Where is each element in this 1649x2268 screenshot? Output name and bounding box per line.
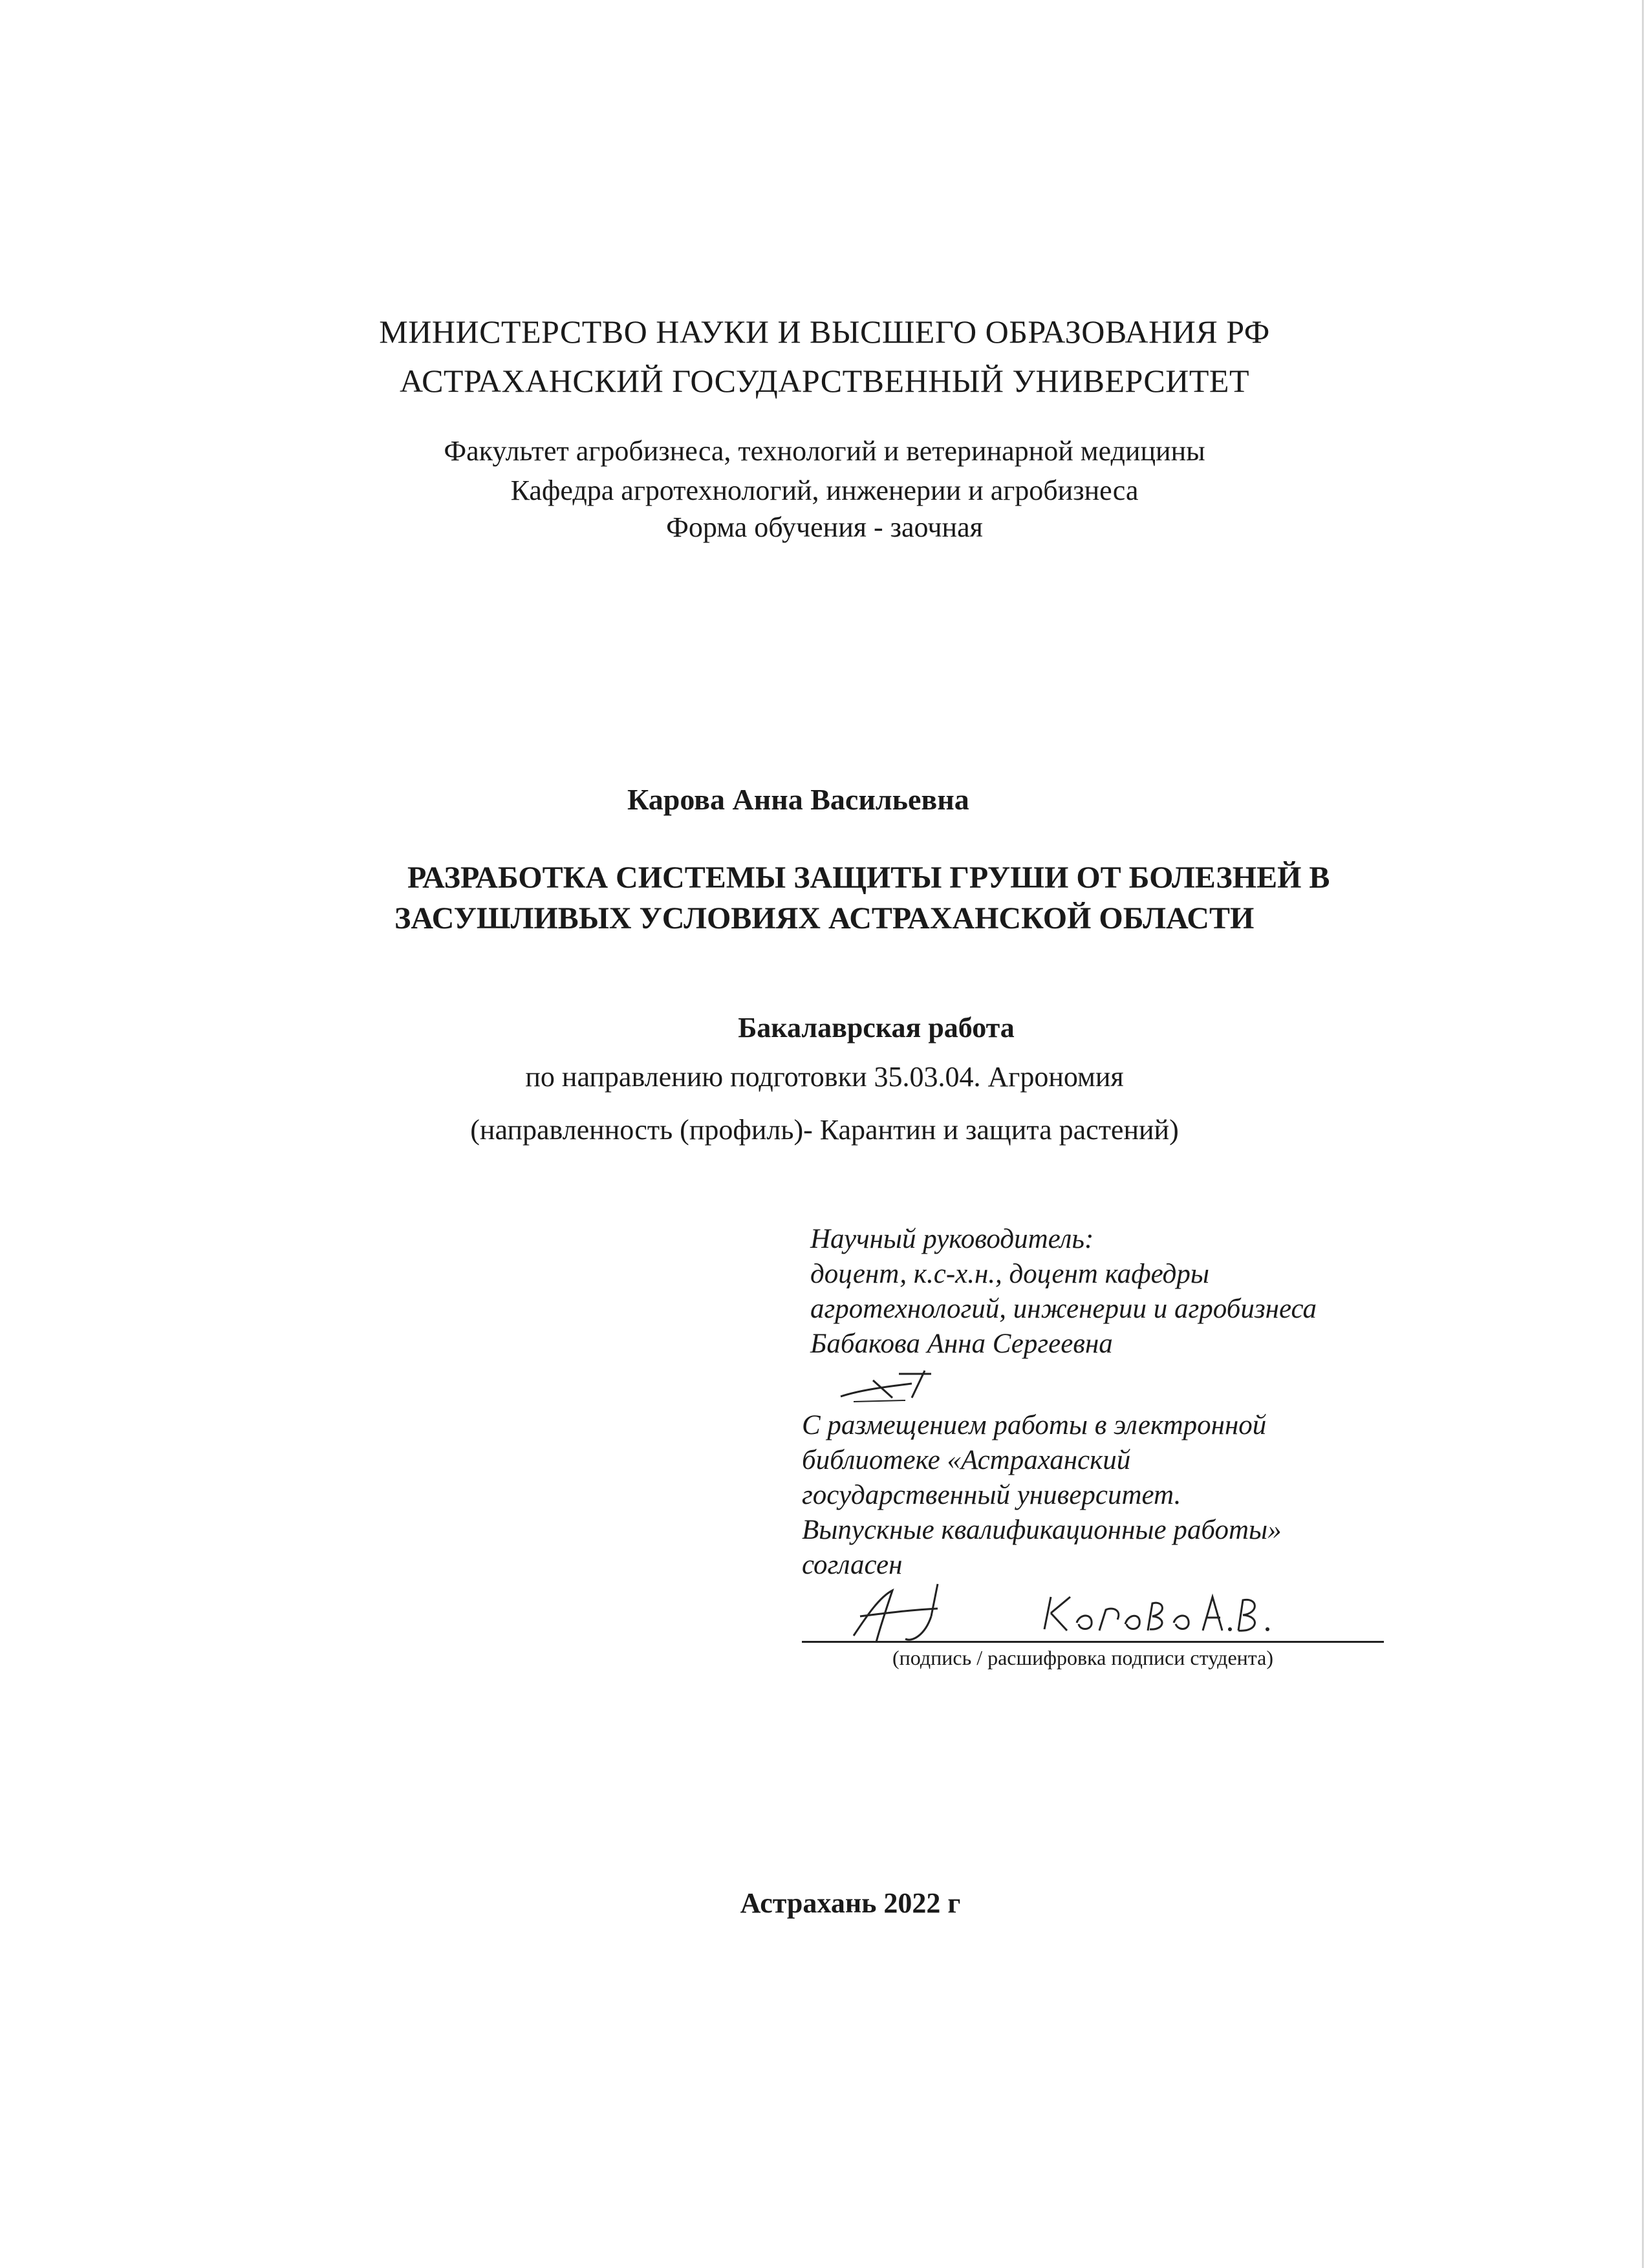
supervisor-block (810, 1222, 1317, 1362)
consent-line-2: библиотеке «Астраханский (802, 1445, 1131, 1475)
consent-line-3: государственный университет. (802, 1480, 1181, 1510)
signature-caption: (подпись / расшифровка подписи студента) (892, 1646, 1274, 1669)
supervisor-signature (834, 1358, 964, 1409)
supervisor-name: Бабакова Анна Сергеевна (810, 1329, 1113, 1359)
signature-line (802, 1641, 1384, 1643)
work-type: Бакалаврская работа (738, 1012, 1015, 1043)
student-signature (841, 1578, 1009, 1649)
study-form-line: Форма обучения - заочная (666, 511, 983, 543)
supervisor-position: доцент, к.с-х.н., доцент кафедры (810, 1259, 1210, 1289)
department-line: Кафедра агротехнологий, инженерии и агробизнеса (510, 475, 1139, 506)
thesis-title-line-1: РАЗРАБОТКА СИСТЕМЫ ЗАЩИТЫ ГРУШИ ОТ БОЛЕЗНЕЙ В (407, 861, 1330, 895)
direction-line: по направлению подготовки 35.03.04. Агрономия (525, 1061, 1124, 1093)
supervisor-department: агротехнологий, инженерии и агробизнеса (810, 1294, 1317, 1324)
author-name: Карова Анна Васильевна (627, 783, 969, 816)
student-handwritten-name (1041, 1584, 1287, 1642)
consent-line-4: Выпускные квалификационные работы» (802, 1515, 1282, 1545)
ministry-heading: МИНИСТЕРСТВО НАУКИ И ВЫСШЕГО ОБРАЗОВАНИЯ РФ (379, 314, 1270, 350)
faculty-line: Факультет агробизнеса, технологий и ветеринарной медицины (444, 435, 1205, 467)
university-heading: АСТРАХАНСКИЙ ГОСУДАРСТВЕННЫЙ УНИВЕРСИТЕТ (399, 363, 1250, 399)
city-year: Астрахань 2022 г (740, 1887, 961, 1919)
thesis-title-line-2: ЗАСУШЛИВЫХ УСЛОВИЯХ АСТРАХАНСКОЙ ОБЛАСТИ (394, 901, 1255, 936)
consent-line-5: согласен (802, 1550, 903, 1580)
consent-block (802, 1408, 1282, 1583)
profile-line: (направленность (профиль)- Карантин и защита растений) (470, 1114, 1179, 1146)
consent-line-1: С размещением работы в электронной (802, 1410, 1267, 1440)
supervisor-label: Научный руководитель: (810, 1224, 1094, 1254)
